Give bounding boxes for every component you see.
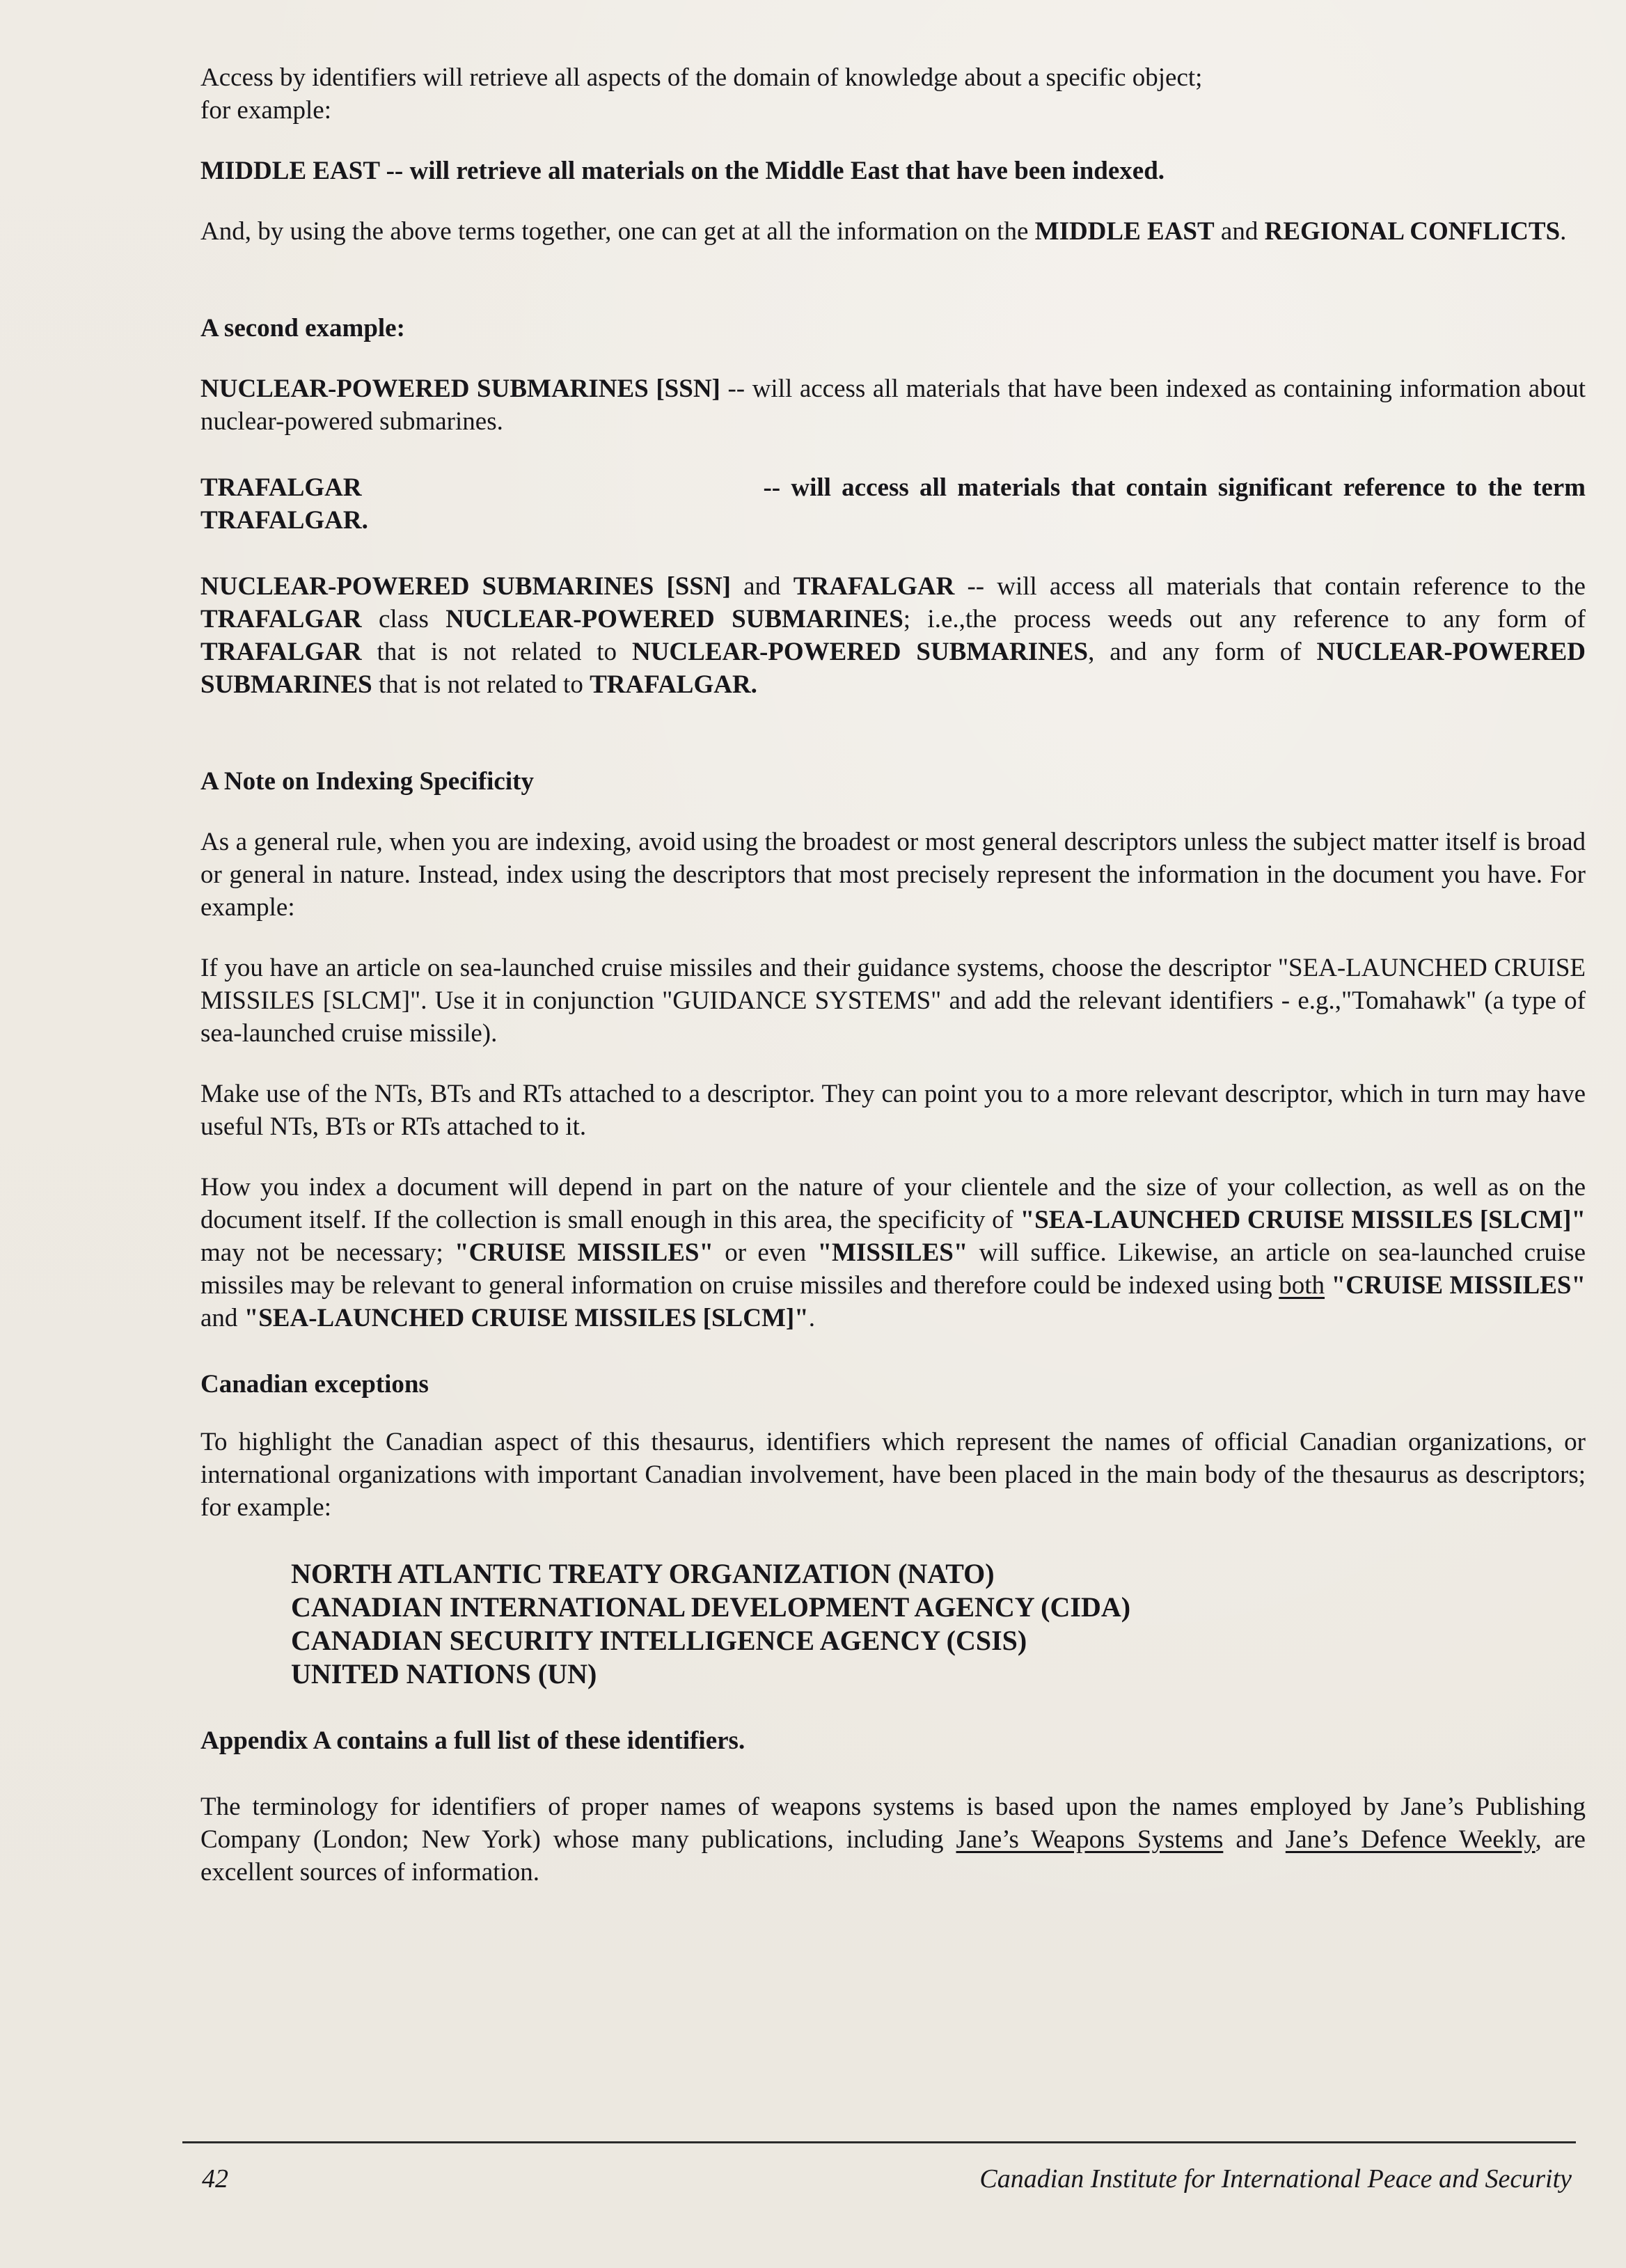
organization-item: CANADIAN INTERNATIONAL DEVELOPMENT AGENCY (CIDA): [291, 1591, 1131, 1623]
term-nuclear-submarines: NUCLEAR-POWERED SUBMARINES: [631, 638, 1089, 666]
term-ssn: NUCLEAR-POWERED SUBMARINES [SSN]: [200, 375, 720, 403]
term-cruise-missiles: "CRUISE MISSILES": [455, 1238, 714, 1267]
term-regional-conflicts: REGIONAL CONFLICTS: [1264, 217, 1561, 246]
paragraph-combined-example: [200, 570, 1586, 701]
paragraph-identifiers-intro: [200, 61, 1586, 127]
term-trafalgar: TRAFALGAR: [793, 572, 955, 601]
paragraph-ssn-example: [200, 372, 1586, 438]
organization-item: NORTH ATLANTIC TREATY ORGANIZATION (NATO): [291, 1558, 995, 1589]
term-middle-east: MIDDLE EAST: [1034, 217, 1215, 246]
text-fragment: [1325, 1271, 1332, 1300]
text-fragment: will suffice. Likewise, an article on sea-launched cruise missiles may be relevant to general information on cruise missiles and therefore could be indexed using: [200, 1238, 1586, 1300]
text-fragment: and: [1220, 217, 1265, 246]
text-fragment: The terminology for identifiers of proper names of weapons systems is based upon the names employed by Jane’s Publishing Company (London; New York) whose many publications, including: [200, 1793, 1586, 1854]
term-trafalgar: TRAFALGAR: [200, 638, 362, 666]
trafalgar-line-2: TRAFALGAR.: [200, 506, 368, 535]
text-fragment: that is not related to: [372, 670, 590, 699]
paragraph-nt-bt-rt: Make use of the NTs, BTs and RTs attached to a descriptor. They can point you to a more relevant descriptor, which in turn may have useful NTs, BTs or RTs attached to it.: [200, 1080, 1586, 1141]
organization-list: [200, 1557, 1586, 1691]
trafalgar-description: -- will access all materials that contain significant reference to the term: [763, 473, 1586, 502]
term-nuclear-submarines: NUCLEAR-POWERED SUBMARINES: [200, 638, 1586, 699]
intro-line-1: Access by identifiers will retrieve all aspects of the domain of knowledge about a specific object;: [200, 63, 1203, 92]
appendix-note: Appendix A contains a full list of these identifiers.: [200, 1726, 745, 1755]
paragraph-janes-terminology: [200, 1790, 1586, 1889]
text-fragment: class: [361, 605, 446, 633]
page-number: 42: [202, 2164, 228, 2194]
term-trafalgar: TRAFALGAR: [200, 605, 362, 633]
text-fragment: that is not related to: [361, 638, 632, 666]
organization-item: CANADIAN SECURITY INTELLIGENCE AGENCY (CSIS): [291, 1625, 1027, 1656]
text-fragment: -- will access all materials that contain reference to the: [954, 572, 1586, 601]
text-fragment: may not be necessary;: [200, 1238, 455, 1267]
heading-second-example: A second example:: [200, 314, 405, 342]
paragraph-trafalgar-example: [200, 471, 1586, 537]
term-ssn: NUCLEAR-POWERED SUBMARINES [SSN]: [200, 572, 731, 601]
page-body: [200, 61, 1586, 1889]
paragraph-using-terms-together: [200, 215, 1586, 248]
term-slcm: "SEA-LAUNCHED CRUISE MISSILES [SLCM]": [1020, 1206, 1586, 1234]
heading-indexing-specificity: A Note on Indexing Specificity: [200, 767, 534, 796]
text-fragment: .: [1560, 217, 1567, 246]
text-fragment: ; i.e.,the process weeds out any reference to any form of: [903, 605, 1586, 633]
term-slcm: "SEA-LAUNCHED CRUISE MISSILES [SLCM]": [244, 1304, 809, 1332]
term-cruise-missiles: "CRUISE MISSILES": [1331, 1271, 1586, 1300]
text-fragment: or even: [713, 1238, 818, 1267]
paragraph-collection-size: [200, 1171, 1586, 1334]
intro-line-2: for example:: [200, 96, 331, 125]
text-fragment: and: [730, 572, 794, 601]
term-trafalgar: TRAFALGAR.: [590, 670, 757, 699]
text-fragment: How you index a document will depend in part on the nature of your clientele and the size of your collection, as well as on the document itself. If the collection is small enough in this area, the specificity of: [200, 1173, 1586, 1234]
term-missiles: "MISSILES": [817, 1238, 968, 1267]
footer-divider: [182, 2141, 1576, 2143]
text-fragment: And, by using the above terms together, one can get at all the information on the: [200, 217, 1035, 246]
term-nuclear-submarines: NUCLEAR-POWERED SUBMARINES: [445, 605, 903, 633]
text-fragment: , and any form of: [1088, 638, 1317, 666]
heading-canadian-exceptions: Canadian exceptions: [200, 1370, 429, 1399]
text-fragment: , are excellent sources of information.: [200, 1825, 1586, 1887]
text-fragment: .: [808, 1304, 815, 1332]
organization-item: UNITED NATIONS (UN): [291, 1658, 597, 1690]
text-fragment: and: [200, 1304, 244, 1332]
paragraph-canadian-aspect: To highlight the Canadian aspect of this thesaurus, identifiers which represent the names of official Canadian organizations, or international organizations with important Canadian involvement, have been placed in the main body of the thesaurus as descriptors; for example:: [200, 1428, 1586, 1522]
paragraph-slcm-example: If you have an article on sea-launched cruise missiles and their guidance systems, choose the descriptor "SEA-LAUNCHED CRUISE MISSILES [SLCM]". Use it in conjunction "GUIDANCE SYSTEMS" and add the relevant identifiers - e.g.,"Tomahawk" (a type of sea-launched cruise missile).: [200, 954, 1586, 1048]
trafalgar-line-1: [200, 471, 1586, 504]
publication-janes-defence-weekly: Jane’s Defence Weekly: [1285, 1825, 1536, 1854]
underlined-both: both: [1279, 1271, 1325, 1300]
term-trafalgar: TRAFALGAR: [200, 473, 362, 502]
publication-janes-weapons-systems: Jane’s Weapons Systems: [956, 1825, 1224, 1854]
paragraph-general-rule: As a general rule, when you are indexing, avoid using the broadest or most general descriptors unless the subject matter itself is broad or general in nature. Instead, index using the descriptors that most precisely represent the information in the document you have. For example:: [200, 828, 1586, 922]
text-fragment: and: [1223, 1825, 1286, 1854]
publisher-name: Canadian Institute for International Peace and Security: [979, 2164, 1572, 2194]
text-fragment: -- will access all materials that have been indexed as containing information about nuclear-powered submarines.: [200, 375, 1586, 436]
example-middle-east: MIDDLE EAST -- will retrieve all materials on the Middle East that have been indexed.: [200, 157, 1165, 185]
